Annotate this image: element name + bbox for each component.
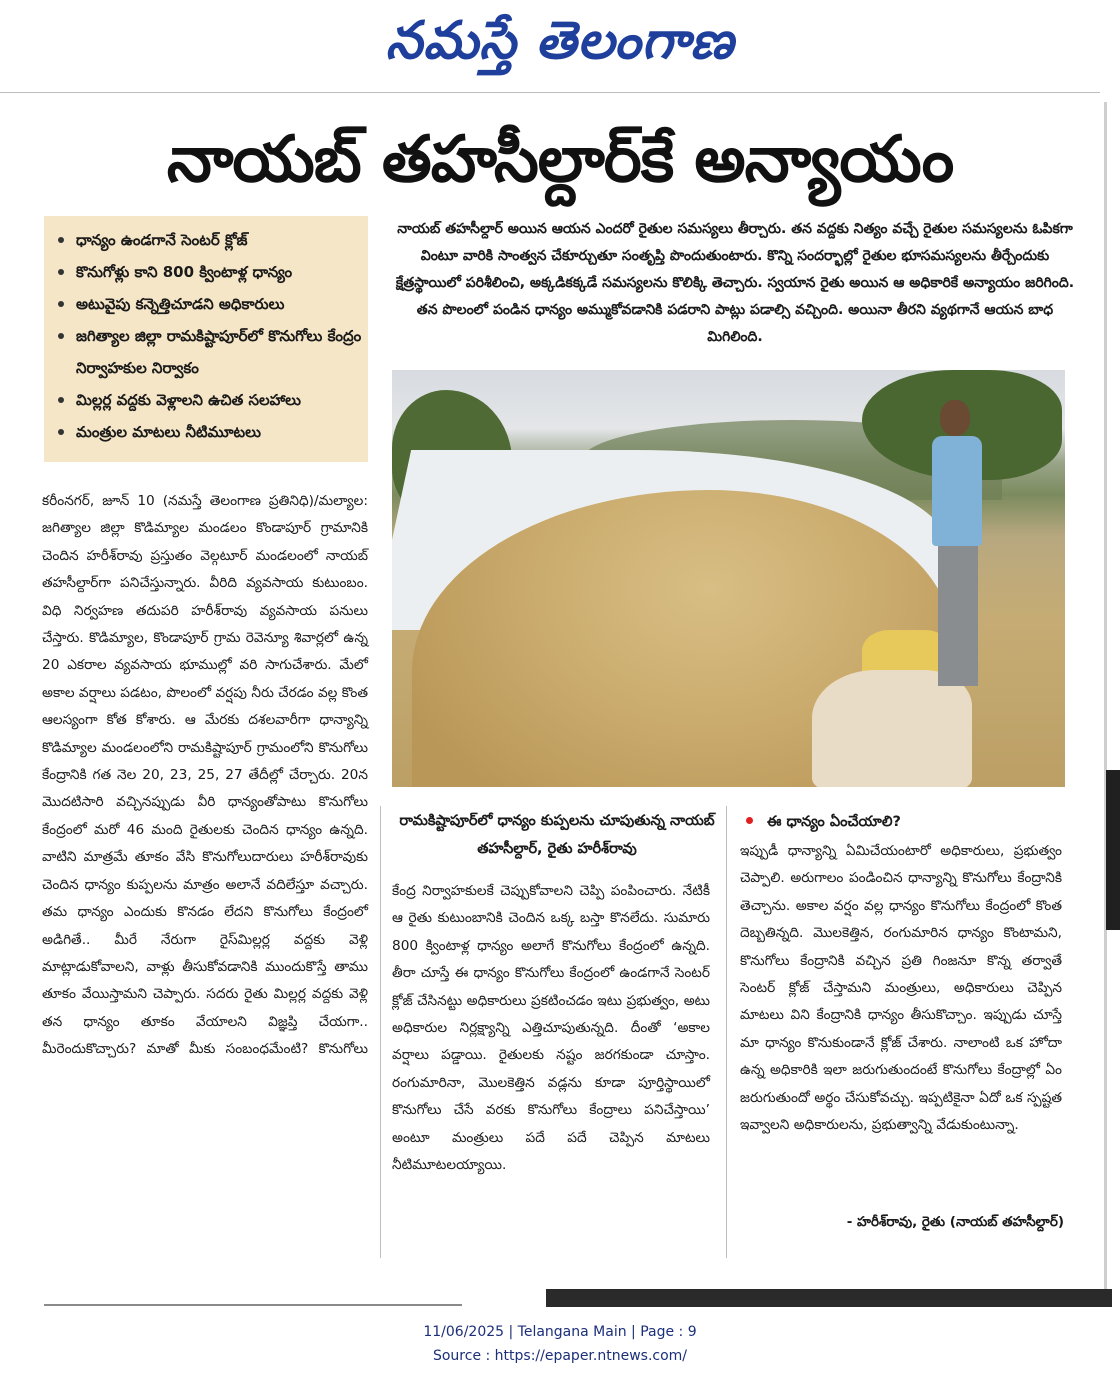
adjacent-column-edge xyxy=(1104,102,1107,1297)
adjacent-article-fragment xyxy=(1106,770,1120,930)
headline: నాయబ్ తహసీల్దార్‌కే అన్యాయం xyxy=(166,123,954,197)
sidebox-quote xyxy=(740,838,1062,1139)
highlights-list xyxy=(54,224,362,448)
article-column-1 xyxy=(42,488,368,1064)
column-divider xyxy=(726,806,727,1258)
photo-farmer xyxy=(932,400,982,690)
highlight-item: మంత్రుల మాటలు నీటిమూటలు xyxy=(54,416,362,448)
highlights-box xyxy=(44,216,368,462)
quote-text: ఇప్పుడీ ధాన్యాన్ని ఏమిచేయంటారో అధికారులు, ప్రభుత్వం చెప్పాలి. అరుగాలం పండించిన ధాన్యాన్ని కొనుగోలు కేంద్రానికి తెచ్చాను. అకాల వర్షం వల్ల ధాన్యం కొనుగోలు కేంద్రంలో కొంత దెబ్బతిన్నది. మొలకెత్తిన, రంగుమారిన ధాన్యం కొంటామని, కొనుగోలు కేంద్రానికి వచ్చిన ప్రతి గింజనూ కొన్న తర్వాతే సెంటర్ క్లోజ్ చేస్తామని మంత్రులు, అధికారులు చెప్పిన మాటలు విని కేంద్రానికి ధాన్యం తీసుకొచ్చాం. ఇప్పుడు చూస్తే మా ధాన్యం కొనుకుండానే క్లోజ్ చేశారు. నాలాంటి ఒక హోదా ఉన్న అధికారికి ఇలా జరుగుతుందంటే కొనుగోలు కేంద్రాల్లో ఏం జరుగుతుందో అర్థం చేసుకోవచ్చు. ఇప్పటికైనా ఏదో ఒక స్పష్టత ఇవ్వాలని అధికారులను, ప్రభుత్వాన్ని వేడుకుంటున్నా. xyxy=(740,843,1062,1134)
footer-date-page: 11/06/2025 | Telangana Main | Page : 9 xyxy=(423,1324,697,1340)
sidebox-title: ఈ ధాన్యం ఏంచేయాలి? xyxy=(742,808,1062,836)
footer xyxy=(0,1320,1120,1376)
news-photo xyxy=(392,370,1065,787)
red-bullet-icon xyxy=(746,817,753,824)
masthead-logo: నమస్తే తెలంగాణ xyxy=(385,10,735,71)
highlight-item: ధాన్యం ఉండగానే సెంటర్ క్లోజ్ xyxy=(54,224,362,256)
article-column-2 xyxy=(392,878,710,1179)
next-article-strip xyxy=(546,1289,1112,1307)
column-divider xyxy=(380,806,381,1258)
bullet-icon xyxy=(58,333,64,339)
intro-paragraph: నాయబ్ తహసీల్దార్ అయిన ఆయన ఎందరో రైతుల సమస్యలు తీర్చారు. తన వద్దకు నిత్యం వచ్చే రైతుల సమస్యలను ఓపికగా వింటూ వారికి సాంత్వన చేకూర్చుతూ సంతృప్తి పొందుతుంటారు. కొన్ని సందర్భాల్లో రైతుల భూసమస్యలను తీర్చేందుకు క్షేత్రస్థాయిలో పరిశీలించి, అక్కడికక్కడే సమస్యలను కొలిక్కి తెచ్చారు. స్వయాన రైతు అయిన ఆ అధికారికే అన్యాయం జరిగింది. తన పొలంలో పండిన ధాన్యం అమ్ముకోవడానికి పడరాని పాట్లు పడాల్సి వచ్చింది. అయినా తీరని వ్యథగానే ఆయన బాధ మిగిలింది. xyxy=(395,221,1075,345)
photo-caption: రామకిష్టాపూర్‌లో ధాన్యం కుప్పలను చూపుతున్న నాయబ్ తహసీల్దార్, రైతు హరీశ్‌రావు xyxy=(399,813,715,857)
top-divider xyxy=(0,92,1100,93)
highlight-item: అటువైపు కన్నెత్తిచూడని అధికారులు xyxy=(54,288,362,320)
highlight-item: కొనుగోళ్లు కాని 800 క్వింటాళ్ల ధాన్యం xyxy=(54,256,362,288)
highlight-item: మిల్లర్ల వద్దకు వెళ్లాలని ఉచిత సలహాలు xyxy=(54,384,362,416)
bullet-icon xyxy=(58,301,64,307)
quote-signature: - హరీశ్‌రావు, రైతు (నాయబ్ తహసీల్దార్) xyxy=(846,1214,1064,1230)
highlight-item: జగిత్యాల జిల్లా రామకిష్టాపూర్‌లో కొనుగోలు కేంద్రం నిర్వాహకుల నిర్వాకం xyxy=(54,320,362,384)
bullet-icon xyxy=(58,237,64,243)
bottom-divider xyxy=(44,1304,462,1306)
footer-source[interactable]: Source : https://epaper.ntnews.com/ xyxy=(432,1348,688,1364)
article-text: కరీంనగర్, జూన్ 10 (నమస్తే తెలంగాణ ప్రతినిధి)/మల్యాల: జగిత్యాల జిల్లా కొడిమ్యాల మండలం కొండాపూర్ గ్రామానికి చెందిన హరీశ్‌రావు ప్రస్తుతం వెల్గటూర్ మండలంలో నాయబ్ తహసీల్దార్‌గా పనిచేస్తున్నారు. వీరిది వ్యవసాయ కుటుంబం. విధి నిర్వహణ తదుపరి హరీశ్‌రావు వ్యవసాయ పనులు చేస్తారు. కొడిమ్యాల, కొండాపూర్ గ్రామ రెవెన్యూ శివార్లలో ఉన్న 20 ఎకరాల వ్యవసాయ భూముల్లో వరి సాగుచేశారు. మేలో అకాల వర్షాలు పడటం, పొలంలో వర్షపు నీరు చేరడం వల్ల కొంత ఆలస్యంగా కోత కోశారు. ఆ మేరకు దశలవారీగా ధాన్యాన్ని కొడిమ్యాల మండలంలోని రామకిష్టాపూర్ గ్రామంలోని కొనుగోలు కేంద్రానికి గత నెల 20, 23, 25, 27 తేదీల్లో చేర్చారు. 20న మొదటిసారి వచ్చినప్పుడు వీరి ధాన్యంతోపాటు కొనుగోలు కేంద్రంలో మరో 46 మంది రైతులకు చెందిన ధాన్యం ఉన్నది. వాటిని మాత్రమే తూకం వేసి కొనుగోలుదారులు హరీశ్‌రావుకు చెందిన ధాన్యం కుప్పలను మాత్రం అలానే వదిలేస్తూ వచ్చారు. తమ ధాన్యం ఎందుకు కొనడం లేదని కొనుగోలు కేంద్రంలో అడిగితే.. మీరే నేరుగా రైస్‌మిల్లర్ల వద్దకు వెళ్లి మాట్లాడుకోవాలని, వాళ్లు తీసుకోవడానికి ముందుకొస్తే తాము తూకం వేయిస్తామని చెప్పారు. సదరు రైతు మిల్లర్ల వద్దకు వెళ్లి తన ధాన్యం తూకం వేయాలని విజ్ఞప్తి చేయగా.. మీరెందుకొచ్చారు? మాతో మీకు సంబంధమేంటి? కొనుగోలు xyxy=(42,493,368,1058)
bullet-icon xyxy=(58,269,64,275)
bullet-icon xyxy=(58,429,64,435)
bullet-icon xyxy=(58,397,64,403)
article-text: కేంద్ర నిర్వాహకులకే చెప్పుకోవాలని చెప్పి పంపించారు. నేటికీ ఆ రైతు కుటుంబానికి చెందిన ఒక్క బస్తా కొనలేదు. సుమారు 800 క్వింటాళ్ల ధాన్యం అలాగే కొనుగోలు కేంద్రంలో ఉన్నది. తీరా చూస్తే ఈ ధాన్యం కొనుగోలు కేంద్రంలో ఉండగానే సెంటర్ క్లోజ్ చేసినట్టు అధికారులు ప్రకటించడం ఇటు ప్రభుత్వం, అటు అధికారుల నిర్లక్ష్యాన్ని ఎత్తిచూపుతున్నది. దీంతో ‘అకాల వర్షాలు పడ్డాయి. రైతులకు నష్టం జరగకుండా చూస్తాం. రంగుమారినా, మొలకెత్తిన వడ్లను కూడా పూర్తిస్థాయిలో కొనుగోలు చేసే వరకు కొనుగోలు కేంద్రాలు పనిచేస్తాయి’ అంటూ మంత్రులు పదే పదే చెప్పిన మాటలు నీటిమూటలయ్యాయి. xyxy=(392,883,710,1174)
